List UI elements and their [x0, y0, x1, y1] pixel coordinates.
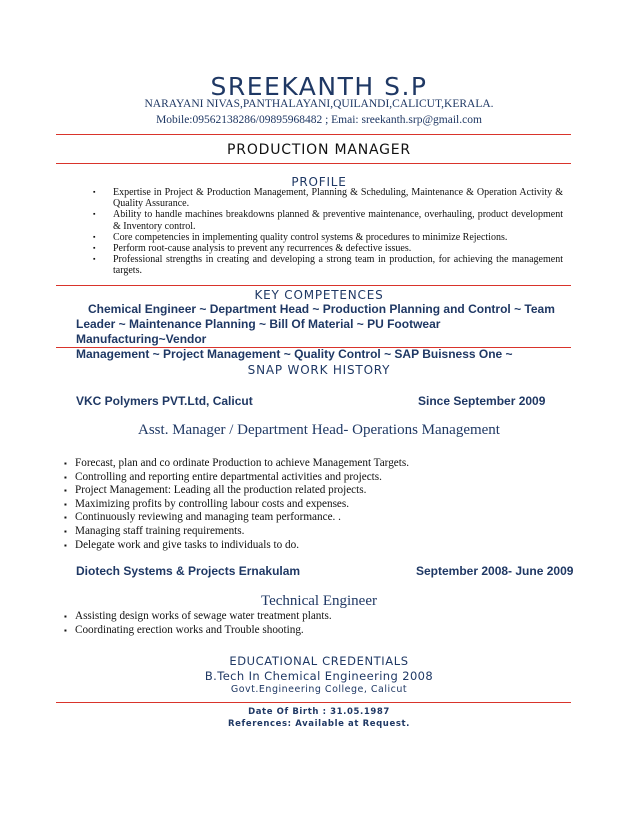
- contact-line: Mobile:09562138286/09895968482 ; Emai: sreekanth.srp@gmail.com: [156, 114, 482, 126]
- college: Govt.Engineering College, Calicut: [230, 684, 408, 695]
- list-item: ▪ Controlling and reporting entire departmental activities and projects.: [64, 471, 544, 485]
- job-period: September 2008- June 2009: [416, 564, 574, 578]
- job-period: Since September 2009: [418, 394, 546, 408]
- divider: [56, 285, 571, 286]
- list-item: ▪ Assisting design works of sewage water treatment plants.: [64, 610, 544, 624]
- competences-text: [76, 302, 556, 362]
- list-item: ▪ Maximizing profits by controlling labour costs and expenses.: [64, 498, 544, 512]
- degree: B.Tech In Chemical Engineering 2008: [204, 669, 434, 683]
- list-item: ▪ Coordinating erection works and Trouble shooting.: [64, 624, 544, 638]
- profile-heading: PROFILE: [291, 175, 347, 189]
- list-item: ▪ Expertise in Project & Production Management, Planning & Scheduling, Maintenance & Operation Activity & Quality Assurance.: [93, 187, 563, 209]
- divider: [56, 702, 571, 703]
- references: References: Available at Request.: [228, 719, 410, 729]
- list-item: ▪ Managing staff training requirements.: [64, 525, 544, 539]
- list-item: ▪ Delegate work and give tasks to individuals to do.: [64, 539, 544, 553]
- date-of-birth: Date Of Birth : 31.05.1987: [248, 707, 390, 717]
- duties-list: [64, 457, 544, 552]
- duties-list: [64, 610, 544, 637]
- competences-line: Chemical Engineer ~ Department Head ~ Production Planning and Control ~ Team: [88, 302, 555, 316]
- competences-line: Leader ~ Maintenance Planning ~ Bill Of Material ~ PU Footwear Manufacturing~Vendor: [76, 317, 441, 346]
- profile-list: [93, 187, 563, 277]
- company-name: VKC Polymers PVT.Ltd, Calicut: [76, 394, 253, 408]
- competences-heading: KEY COMPETENCES: [254, 288, 384, 302]
- divider: [56, 134, 571, 135]
- list-item: ▪ Forecast, plan and co ordinate Production to achieve Management Targets.: [64, 457, 544, 471]
- work-heading: SNAP WORK HISTORY: [247, 363, 391, 377]
- list-item: ▪ Perform root-cause analysis to prevent any recurrences & defective issues.: [93, 243, 563, 254]
- position-title: PRODUCTION MANAGER: [227, 142, 411, 158]
- address: NARAYANI NIVAS,PANTHALAYANI,QUILANDI,CALICUT,KERALA.: [144, 98, 494, 110]
- divider: [56, 347, 571, 348]
- list-item: ▪ Project Management: Leading all the production related projects.: [64, 484, 544, 498]
- list-item: ▪ Professional strengths in creating and developing a strong team in production, for achieving the management targets.: [93, 254, 563, 276]
- divider: [56, 163, 571, 164]
- job-role: Asst. Manager / Department Head- Operations Management: [138, 422, 500, 438]
- company-name: Diotech Systems & Projects Ernakulam: [76, 564, 301, 578]
- candidate-name: SREEKANTH S.P: [210, 72, 428, 101]
- competences-line: Management ~ Project Management ~ Quality Control ~ SAP Buisness One ~: [76, 347, 513, 361]
- list-item: ▪ Ability to handle machines breakdowns planned & preventive maintenance, overhauling, product development & Inventory control.: [93, 209, 563, 231]
- list-item: ▪ Continuously reviewing and managing team performance. .: [64, 511, 544, 525]
- list-item: ▪ Core competencies in implementing quality control systems & procedures to minimize Rejections.: [93, 232, 563, 243]
- job-role: Technical Engineer: [261, 593, 377, 609]
- education-heading: EDUCATIONAL CREDENTIALS: [229, 654, 409, 668]
